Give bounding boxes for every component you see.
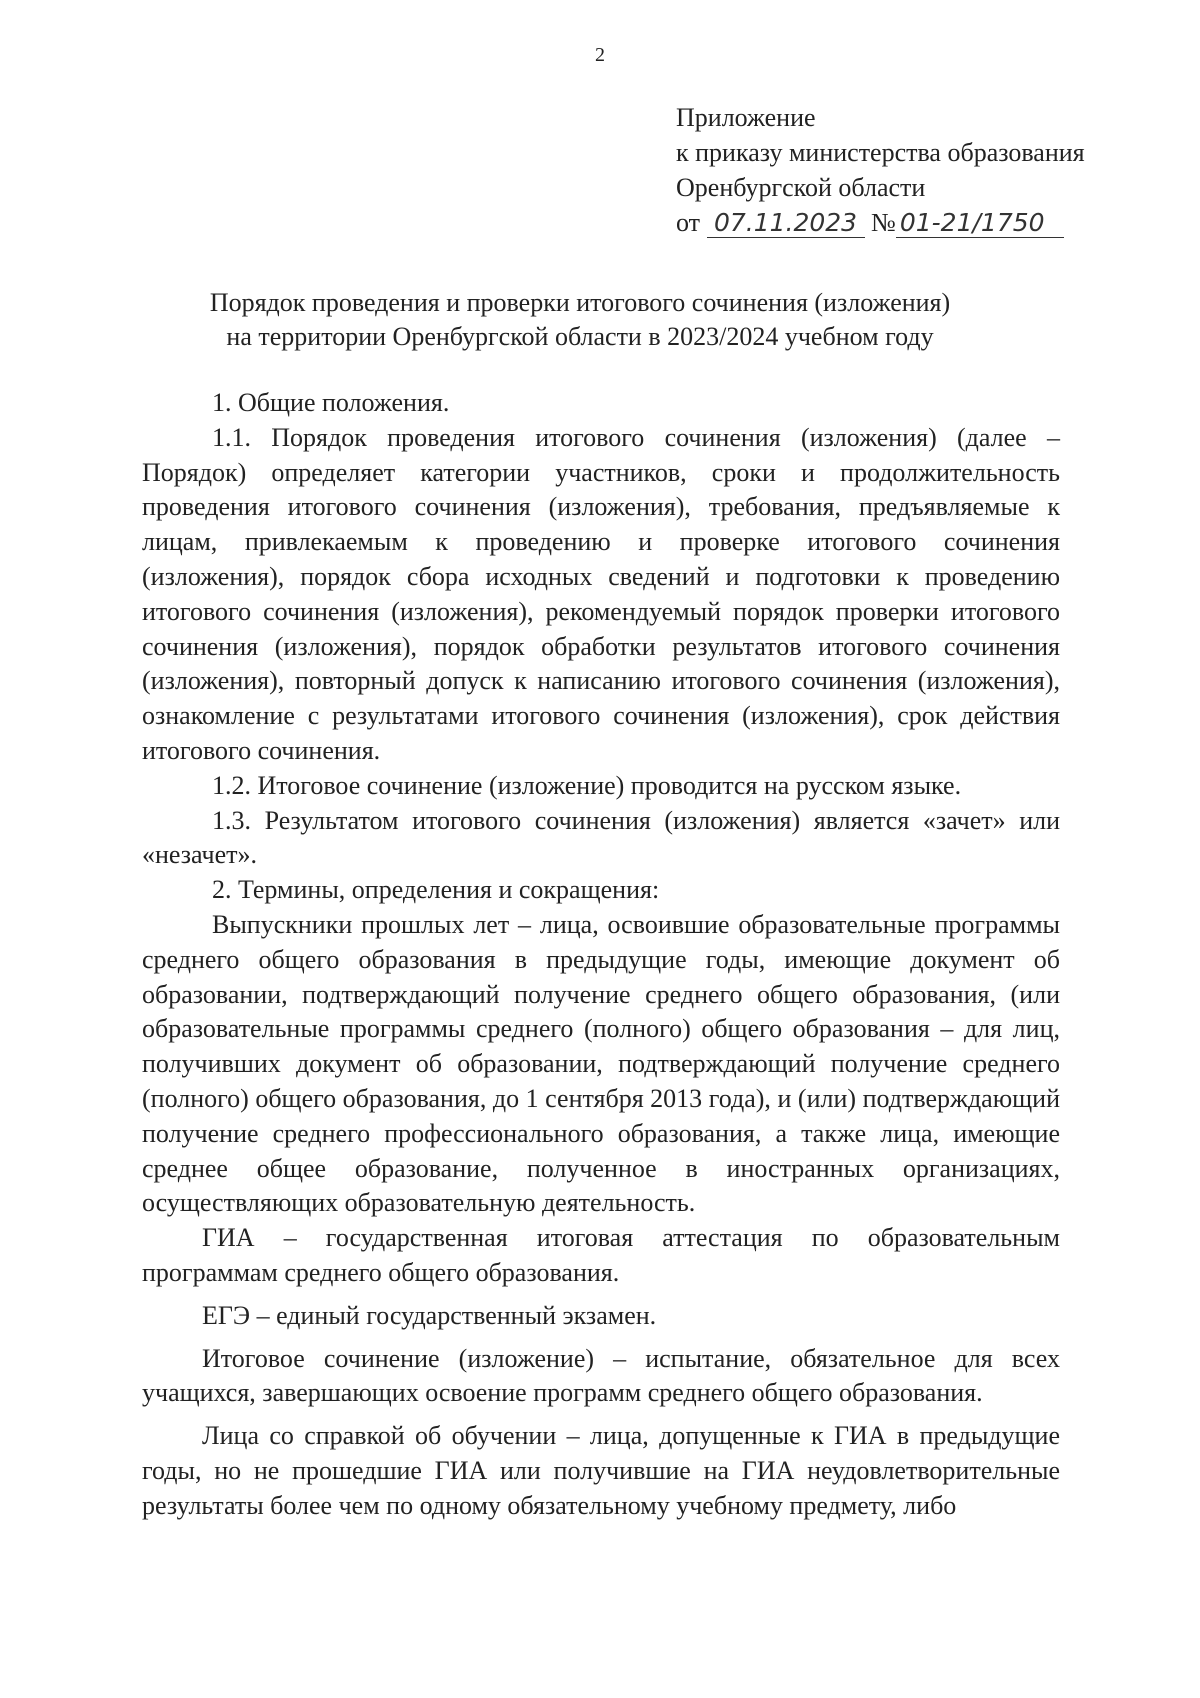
- term-gia: ГИА – государственная итоговая аттестация по образовательным программам среднего общего образования.: [142, 1223, 1060, 1287]
- appendix-block: [676, 100, 1146, 240]
- appendix-title: Приложение: [676, 103, 816, 132]
- term-certificate-holders: Лица со справкой об обучении – лица, допущенные к ГИА в предыдущие годы, но не прошедшие ГИА или получившие на ГИА неудовлетворительные результаты более чем по одному обязательному учебному предмету, либо: [142, 1421, 1060, 1520]
- page-number: 2: [595, 44, 605, 66]
- section-heading-general: 1. Общие положения.: [212, 388, 450, 417]
- paragraph-1-1: 1.1. Порядок проведения итогового сочинения (изложения) (далее – Порядок) определяет категории участников, сроки и продолжительность проведения итогового сочинения (изложения), требования, предъявляемые к лицам, привлекаемым к проведению и проверке итогового сочинения (изложения), порядок сбора исходных сведений и подготовки к проведению итогового сочинения (изложения), рекомендуемый порядок проверки итогового сочинения (изложения), порядок обработки результатов итогового сочинения (изложения), повторный допуск к написанию итогового сочинения (изложения), ознакомление с результатами итогового сочинения (изложения), срок действия итогового сочинения.: [142, 422, 1060, 765]
- number-label: №: [871, 208, 896, 237]
- document-title: [120, 286, 1040, 354]
- appendix-order-line: к приказу министерства образования: [676, 138, 1085, 167]
- term-ege: ЕГЭ – единый государственный экзамен.: [202, 1300, 657, 1330]
- section-heading-terms: 2. Термины, определения и сокращения:: [212, 875, 660, 905]
- document-body: [142, 386, 1060, 1524]
- appendix-date-number-line: [676, 205, 1146, 240]
- term-graduates: Выпускники прошлых лет – лица, освоившие образовательные программы среднего общего образования в предыдущие годы, имеющие документ об образовании, подтверждающий получение среднего общего образования, (или образовательные программы среднего (полного) общего образования – для лиц, получивших документ об образовании, подтверждающий получение среднего (полного) общего образования, до 1 сентября 2013 года), и (или) подтверждающий получение среднего профессионального образования, а также лица, имеющие среднее общее образование, полученное в иностранных организациях, осуществляющих образовательную деятельность.: [142, 909, 1060, 1218]
- title-line-2: на территории Оренбургской области в 2023/2024 учебном году: [226, 322, 934, 351]
- paragraph-1-3: 1.3. Результатом итогового сочинения (изложения) является «зачет» или «незачет».: [142, 805, 1060, 870]
- paragraph-1-2: 1.2. Итоговое сочинение (изложение) проводится на русском языке.: [212, 770, 962, 800]
- handwritten-date: 07.11.2023: [707, 209, 865, 238]
- from-label: от: [676, 208, 701, 237]
- handwritten-number: 01-21/1750: [896, 209, 1064, 238]
- title-line-1: Порядок проведения и проверки итогового сочинения (изложения): [209, 288, 951, 317]
- appendix-region-line: Оренбургской области: [676, 173, 926, 202]
- term-final-essay: Итоговое сочинение (изложение) – испытание, обязательное для всех учащихся, завершающих освоение программ среднего общего образования.: [142, 1343, 1060, 1408]
